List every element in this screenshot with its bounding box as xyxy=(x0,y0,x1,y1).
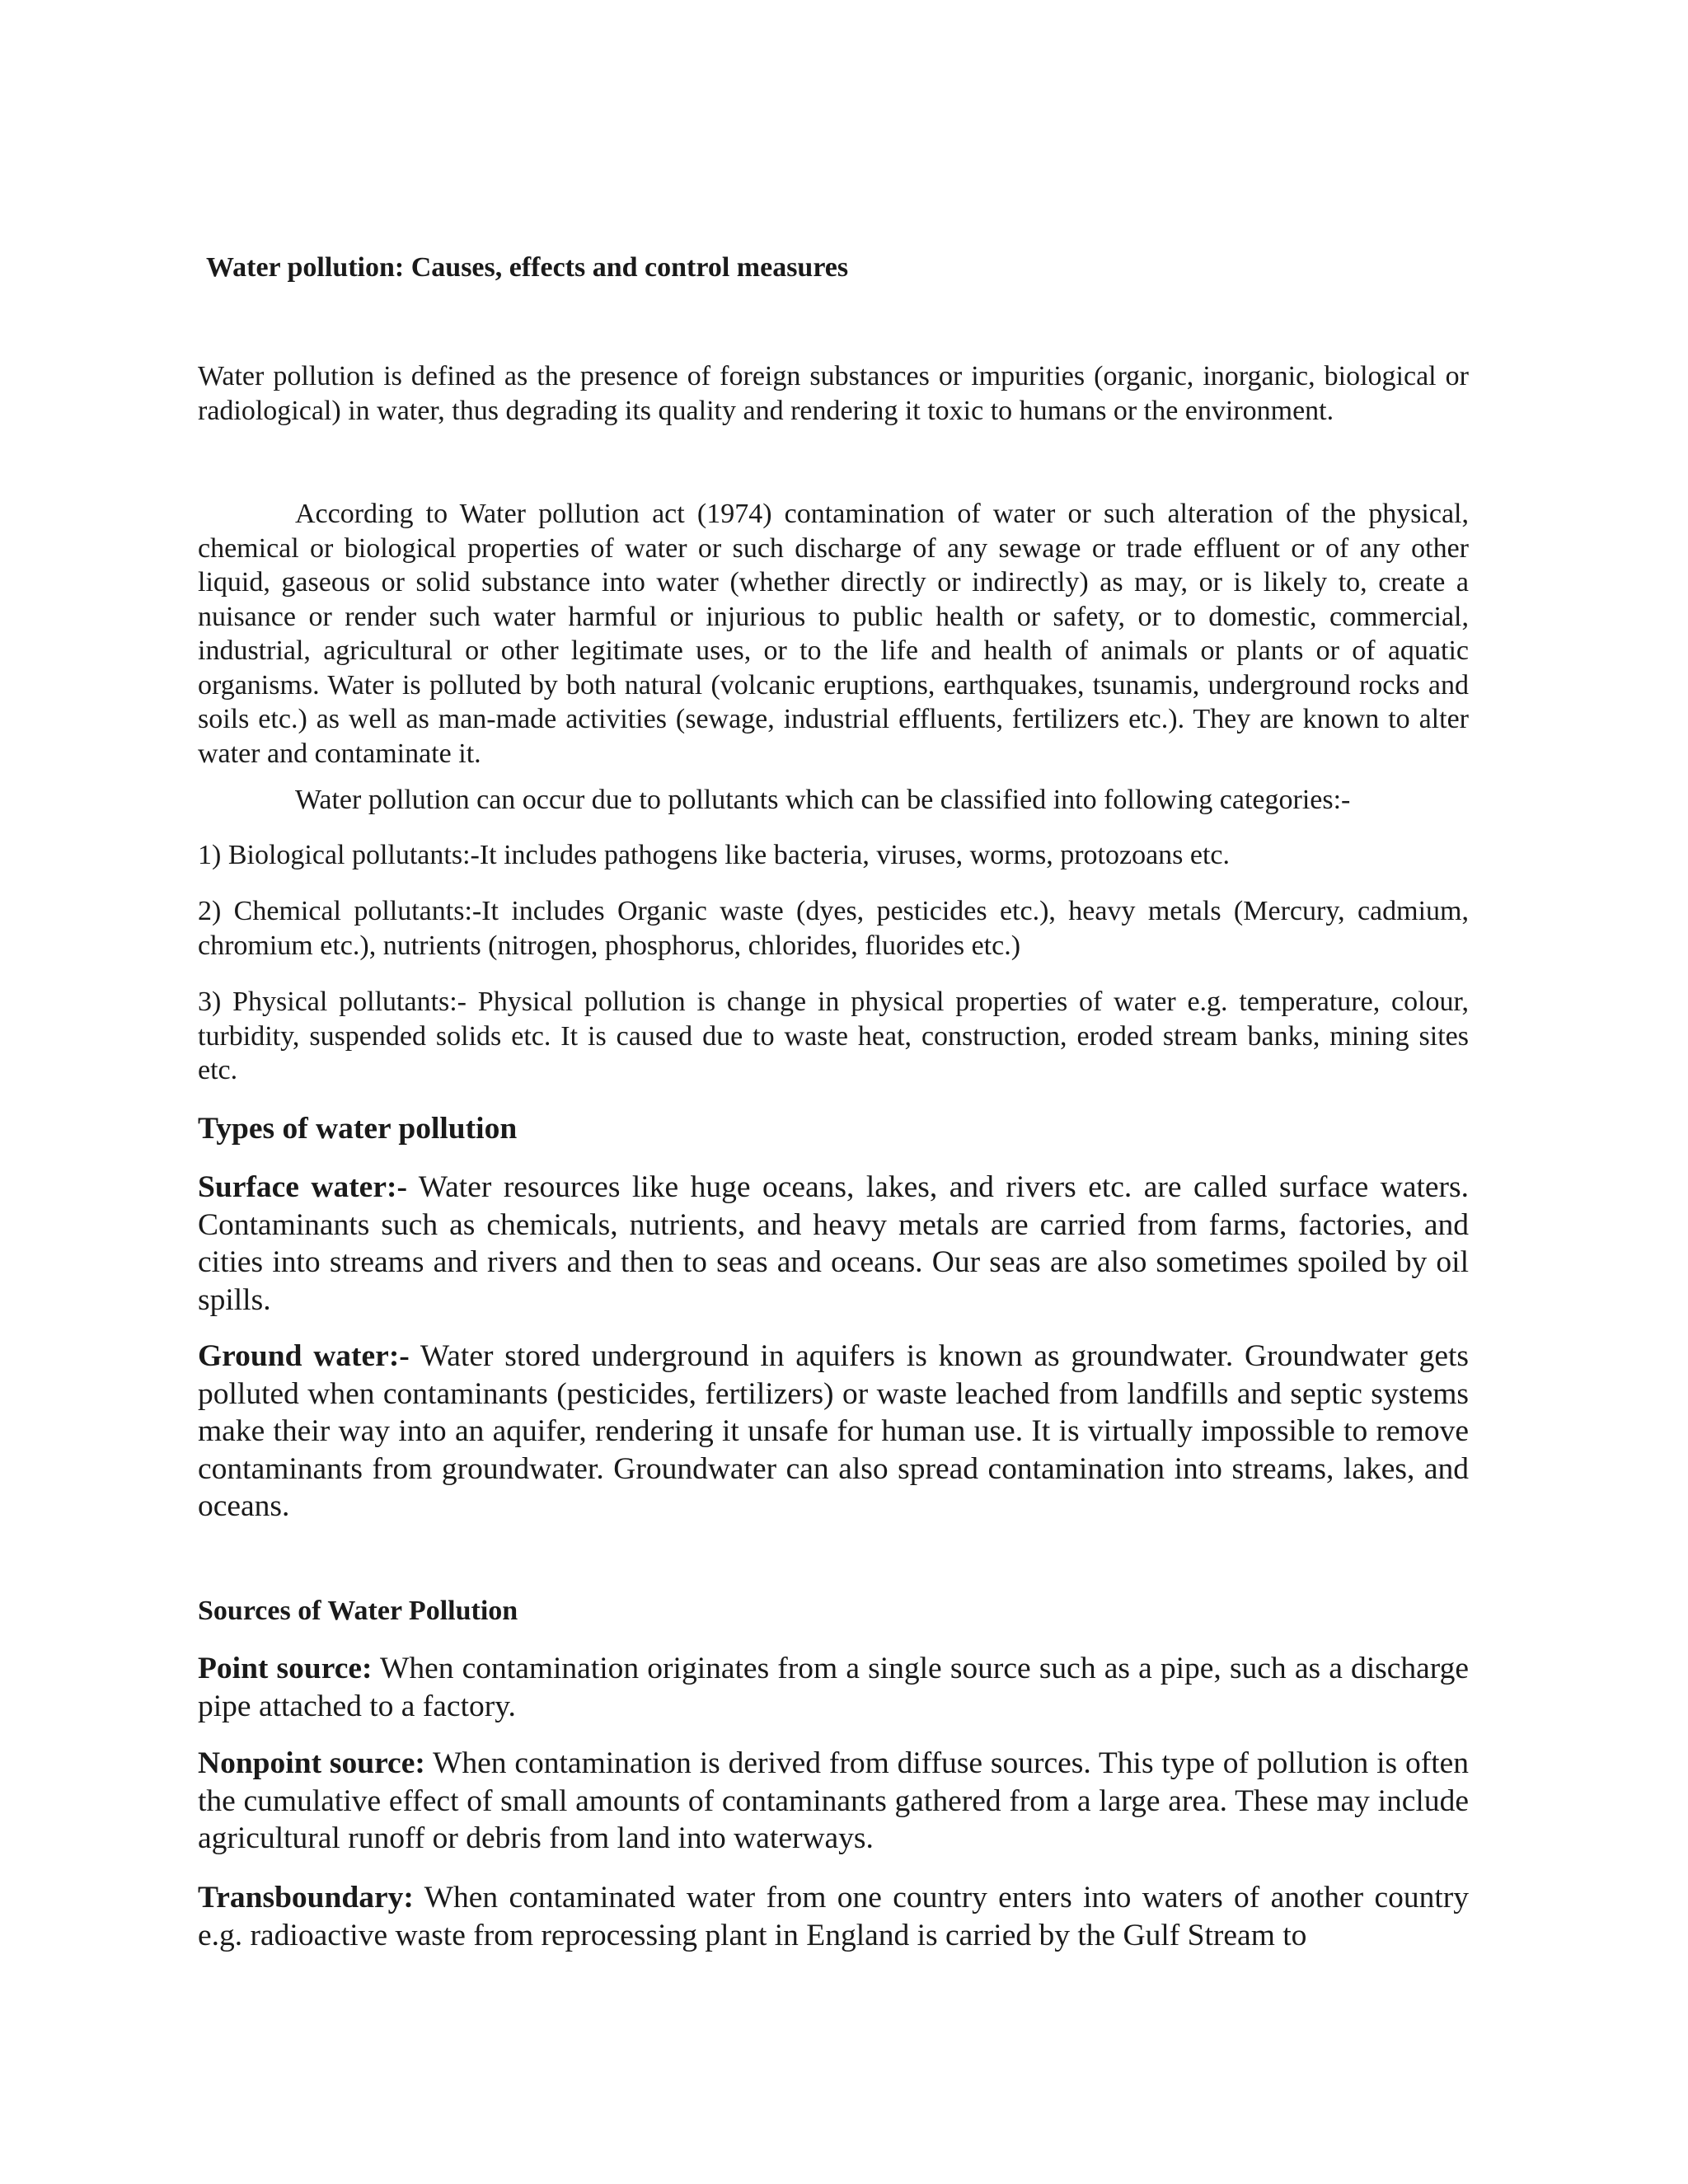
point-source-text: When contamination originates from a single source such as a pipe, such as a discharge pipe attached to a factory. xyxy=(198,1652,1469,1723)
ground-water-term: Ground water:- xyxy=(198,1339,410,1373)
intro-classification: Water pollution can occur due to pollutants which can be classified into following categories:- xyxy=(295,785,1351,815)
pollutant-chemical: 2) Chemical pollutants:-It includes Organic waste (dyes, pesticides etc.), heavy metals (Mercury, cadmium, chromium etc.), nutrients (nitrogen, phosphorus, chlorides, fluorides etc.) xyxy=(198,896,1469,961)
surface-water-term: Surface water:- xyxy=(198,1170,407,1204)
ground-water-text: Water stored underground in aquifers is known as groundwater. Groundwater gets polluted when contaminants (pesticides, fertilizers) or waste leached from landfills and septic systems make their way into an aquifer, rendering it unsafe for human use. It is virtually impossible to remove contaminants from groundwater. Groundwater can also spread contamination into streams, lakes, and oceans. xyxy=(198,1339,1469,1523)
point-source-paragraph xyxy=(198,1650,1469,1725)
surface-water-paragraph xyxy=(198,1169,1469,1319)
point-source-term: Point source: xyxy=(198,1652,373,1685)
pollutant-biological: 1) Biological pollutants:-It includes pathogens like bacteria, viruses, worms, protozoans etc. xyxy=(198,840,1231,870)
types-heading: Types of water pollution xyxy=(198,1112,518,1146)
intro-act-paragraph: According to Water pollution act (1974) contamination of water or such alteration of the physical, chemical or biological properties of water or such discharge of any sewage or trade effluent or of any other liquid, gaseous or solid substance into water (whether directly or indirectly) as may, or is likely to, create a nuisance or render such water harmful or injurious to public health or safety, or to domestic, commercial, industrial, agricultural or other legitimate uses, or to the life and health of animals or plants or of aquatic organisms. Water is polluted by both natural (volcanic eruptions, earthquakes, tsunamis, underground rocks and soils etc.) as well as man-made activities (sewage, industrial effluents, fertilizers etc.). They are known to alter water and contaminate it. xyxy=(198,499,1469,769)
sources-heading: Sources of Water Pollution xyxy=(198,1596,518,1626)
transboundary-paragraph xyxy=(198,1879,1469,1954)
transboundary-term: Transboundary: xyxy=(198,1881,414,1915)
nonpoint-source-text: When contamination is derived from diffuse sources. This type of pollution is often the cumulative effect of small amounts of contaminants gathered from a large area. These may include agricultural runoff or debris from land into waterways. xyxy=(198,1746,1470,1855)
nonpoint-source-paragraph xyxy=(198,1745,1469,1858)
nonpoint-source-term: Nonpoint source: xyxy=(198,1746,425,1780)
page-title: Water pollution: Causes, effects and control measures xyxy=(206,252,849,283)
transboundary-text: When contaminated water from one country enters into waters of another country e.g. radioactive waste from reprocessing plant in England is carried by the Gulf Stream to xyxy=(198,1881,1469,1952)
intro-definition: Water pollution is defined as the presence of foreign substances or impurities (organic, inorganic, biological or radiological) in water, thus degrading its quality and rendering it toxic to humans or the environment. xyxy=(198,361,1469,426)
pollutant-physical: 3) Physical pollutants:- Physical pollution is change in physical properties of water e.g. temperature, colour, turbidity, suspended solids etc. It is caused due to waste heat, construction, eroded stream banks, mining sites etc. xyxy=(198,987,1469,1085)
ground-water-paragraph xyxy=(198,1338,1469,1526)
surface-water-text: Water resources like huge oceans, lakes, and rivers etc. are called surface waters. Contaminants such as chemicals, nutrients, and heavy metals are carried from farms, factories, and cities into streams and rivers and then to seas and oceans. Our seas are also sometimes spoiled by oil spills. xyxy=(198,1170,1469,1317)
